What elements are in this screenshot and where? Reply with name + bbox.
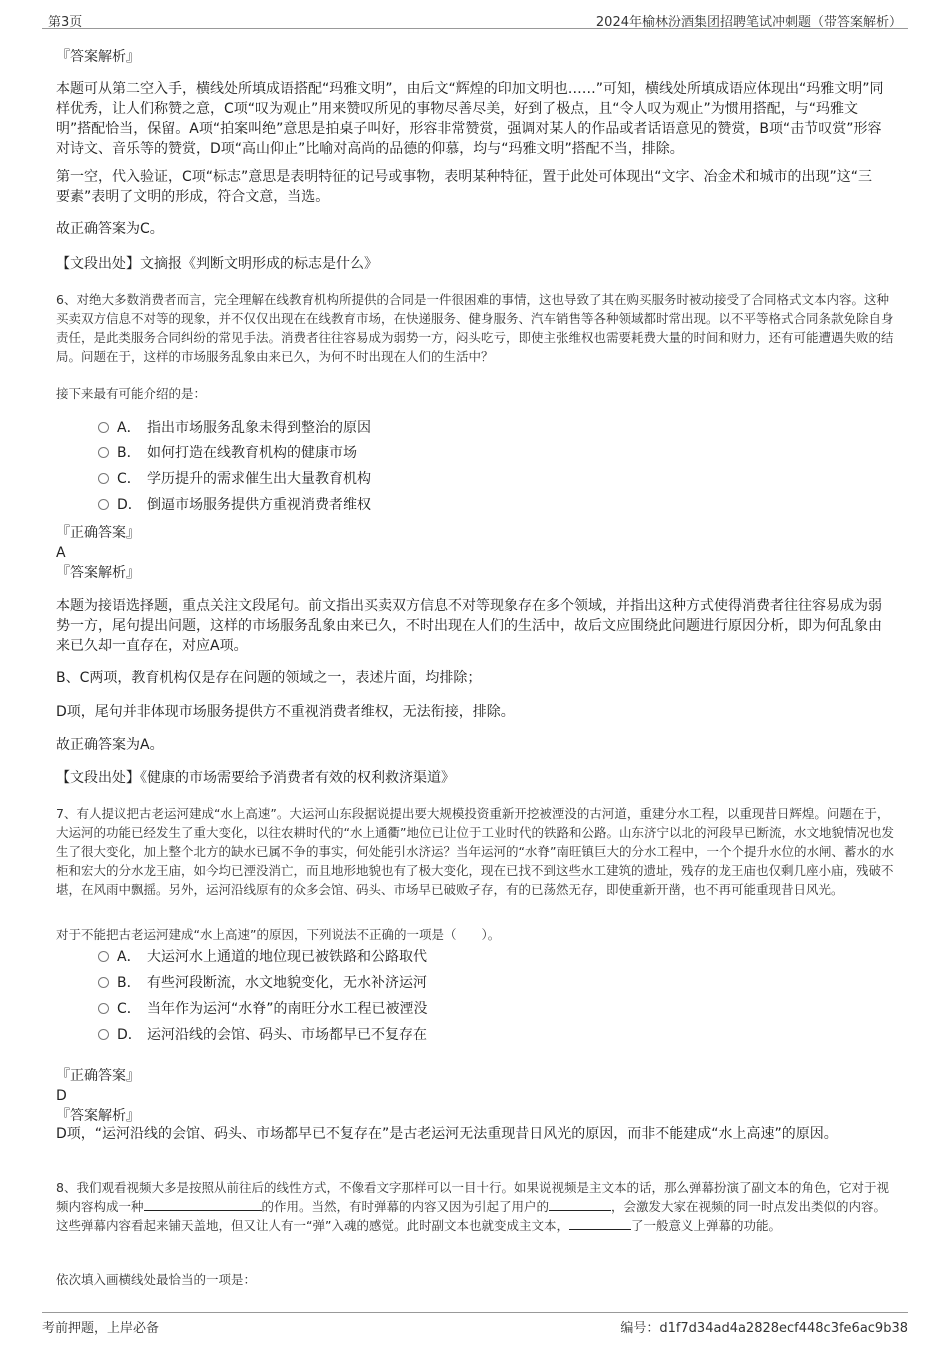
q6-answer: A: [56, 545, 66, 561]
q5-source: 【文段出处】文摘报《判断文明形成的标志是什么》: [56, 256, 378, 272]
radio-icon[interactable]: [98, 977, 109, 988]
radio-icon[interactable]: [98, 447, 109, 458]
q6-analysis-p2: B、C两项，教育机构仅是存在问题的领域之一，表述片面，均排除；: [56, 670, 482, 686]
q6-option-b[interactable]: B． 如何打造在线教育机构的健康市场: [98, 443, 357, 463]
radio-icon[interactable]: [98, 499, 109, 510]
q7-stem: 7、有人提议把古老运河建成“水上高速”。大运河山东段据说提出要大规模投资重新开挖被湮没的古河道，重建分水工程，以重现昔日辉煌。问题在于，大运河的功能已经发生了重大变化，以往农耕时代的“水上通衢”地位已让位于工业时代的铁路和公路。山东济宁以北的河段早已断流，水文地貌情况也发生了很大变化，加上整个北方的缺水已属不争的事实，何处能引水济运？当年运河的“水脊”南旺镇巨大的分水工程中，一个个提升水位的水闸、蓄水的水柜和宏大的分水龙王庙，如今均已湮没消亡，而且地形地貌也有了极大变化，现在已找不到这些水工建筑的遗址，残存的龙王庙也仅剩几座小庙，残破不堪，在风雨中飘摇。另外，运河沿线原有的众多会馆、码头、市场早已破败孑存，有的已荡然无存，即使重新开凿，也不再可能重现昔日风光。: [56, 806, 894, 897]
q7-analysis-p1: D项，“运河沿线的会馆、码头、市场都早已不复存在”是古老运河无法重现昔日风光的原因，而非不能建成“水上高速”的原因。: [56, 1126, 838, 1142]
q6-analysis-label: 『答案解析』: [56, 565, 140, 581]
radio-icon[interactable]: [98, 422, 109, 433]
q6-prompt: 接下来最有可能介绍的是：: [56, 386, 207, 401]
document-id: 编号：d1f7d34ad4a2828ecf448c3fe6ac9b38: [620, 1321, 908, 1336]
radio-icon[interactable]: [98, 951, 109, 962]
q6-option-c[interactable]: C． 学历提升的需求催生出大量教育机构: [98, 469, 371, 489]
fill-blank-1[interactable]: [144, 1197, 262, 1211]
q5-answer-line: 故正确答案为C。: [56, 221, 164, 237]
q6-option-a[interactable]: A． 指出市场服务乱象未得到整治的原因: [98, 418, 371, 438]
q7-option-a[interactable]: A． 大运河水上通道的地位现已被铁路和公路取代: [98, 947, 427, 967]
q7-option-c[interactable]: C． 当年作为运河“水脊”的南旺分水工程已被湮没: [98, 999, 428, 1019]
page-number: 第3页: [48, 15, 83, 30]
q7-option-d[interactable]: D． 运河沿线的会馆、码头、市场都早已不复存在: [98, 1025, 427, 1045]
q6-answer-line: 故正确答案为A。: [56, 737, 164, 753]
q5-analysis-p1: 本题可从第二空入手，横线处所填成语搭配“玛雅文明”，由后文“辉煌的印加文明也……”可知，横线处所填成语应体现出“玛雅文明”同样优秀，让人们称赞之意，C项“叹为观止”用来赞叹所见的事物尽善尽美，好到了极点，且“令人叹为观止”为惯用搭配，与“玛雅文明”搭配恰当，保留。A项“拍案叫绝”意思是拍桌子叫好，形容非常赞赏，强调对某人的作品或者话语意见的赞赏，B项“击节叹赏”形容对诗文、音乐等的赞赏，D项“高山仰止”比喻对高尚的品德的仰慕，均与“玛雅文明”搭配不当，排除。: [56, 81, 884, 157]
q8-prompt: 依次填入画横线处最恰当的一项是：: [56, 1272, 257, 1287]
q7-analysis-label: 『答案解析』: [56, 1108, 140, 1124]
fill-blank-2[interactable]: [549, 1197, 611, 1211]
q6-analysis-p1: 本题为接语选择题，重点关注文段尾句。前文指出买卖双方信息不对等现象存在多个领域，并指出这种方式使得消费者往往容易成为弱势一方，尾句提出问题，这样的市场服务乱象由来已久，不时出现在人们的生活中，故后文应围绕此问题进行原因分析，即为何乱象由来已久却一直存在，对应A项。: [56, 598, 882, 654]
footer-slogan: 考前押题，上岸必备: [42, 1321, 160, 1336]
radio-icon[interactable]: [98, 1003, 109, 1014]
q7-option-b[interactable]: B． 有些河段断流，水文地貌变化，无水补济运河: [98, 973, 427, 993]
q6-option-d[interactable]: D． 倒逼市场服务提供方重视消费者维权: [98, 495, 371, 515]
radio-icon[interactable]: [98, 473, 109, 484]
document-title: 2024年榆林汾酒集团招聘笔试冲刺题（带答案解析）: [595, 15, 902, 30]
q5-analysis-label: 『答案解析』: [56, 49, 140, 65]
q8-stem: 8、我们观看视频大多是按照从前往后的线性方式，不像看文字那样可以一目十行。如果说视频是主文本的话，那么弹幕扮演了副文本的角色，它对于视频内容构成一种 的作用。当然，有时弹幕的内容又因为引起了用户的 ，会激发大家在视频的同一时点发出类似的内容。这些弹幕内容看起来铺天盖地，但又让人有一“弹”入魂的感觉。此时副文本也就变成主文本， 了一般意义上弹幕的功能。: [56, 1180, 889, 1233]
q7-answer: D: [56, 1088, 67, 1104]
q5-analysis-p2: 第一空，代入验证，C项“标志”意思是表明特征的记号或事物，表明某种特征，置于此处可体现出“文字、冶金术和城市的出现”这“三要素”表明了文明的形成，符合文意，当选。: [56, 169, 873, 205]
page-footer: [42, 1312, 908, 1335]
page-header: [42, 8, 908, 29]
fill-blank-3[interactable]: [569, 1216, 631, 1230]
q7-answer-label: 『正确答案』: [56, 1068, 140, 1084]
q6-answer-label: 『正确答案』: [56, 525, 140, 541]
q6-analysis-p3: D项，尾句并非体现市场服务提供方不重视消费者维权，无法衔接，排除。: [56, 704, 515, 720]
q6-source: 【文段出处】《健康的市场需要给予消费者有效的权利救济渠道》: [56, 770, 455, 786]
q6-stem: 6、对绝大多数消费者而言，完全理解在线教育机构所提供的合同是一件很困难的事情，这也导致了其在购买服务时被动接受了合同格式文本内容。这种买卖双方信息不对等的现象，并不仅仅出现在在线教育市场，在快递服务、健身服务、汽车销售等各种领域都时常出现。以不平等格式合同条款免除自身责任，是此类服务合同纠纷的常见手法。消费者往往容易成为弱势一方，闷头吃亏，即使主张维权也需要耗费大量的时间和财力，还有可能遭遇失败的结局。问题在于，这样的市场服务乱象由来已久，为何不时出现在人们的生活中？: [56, 292, 894, 364]
radio-icon[interactable]: [98, 1029, 109, 1040]
q7-prompt: 对于不能把古老运河建成“水上高速”的原因，下列说法不正确的一项是（ ）。: [56, 927, 501, 942]
